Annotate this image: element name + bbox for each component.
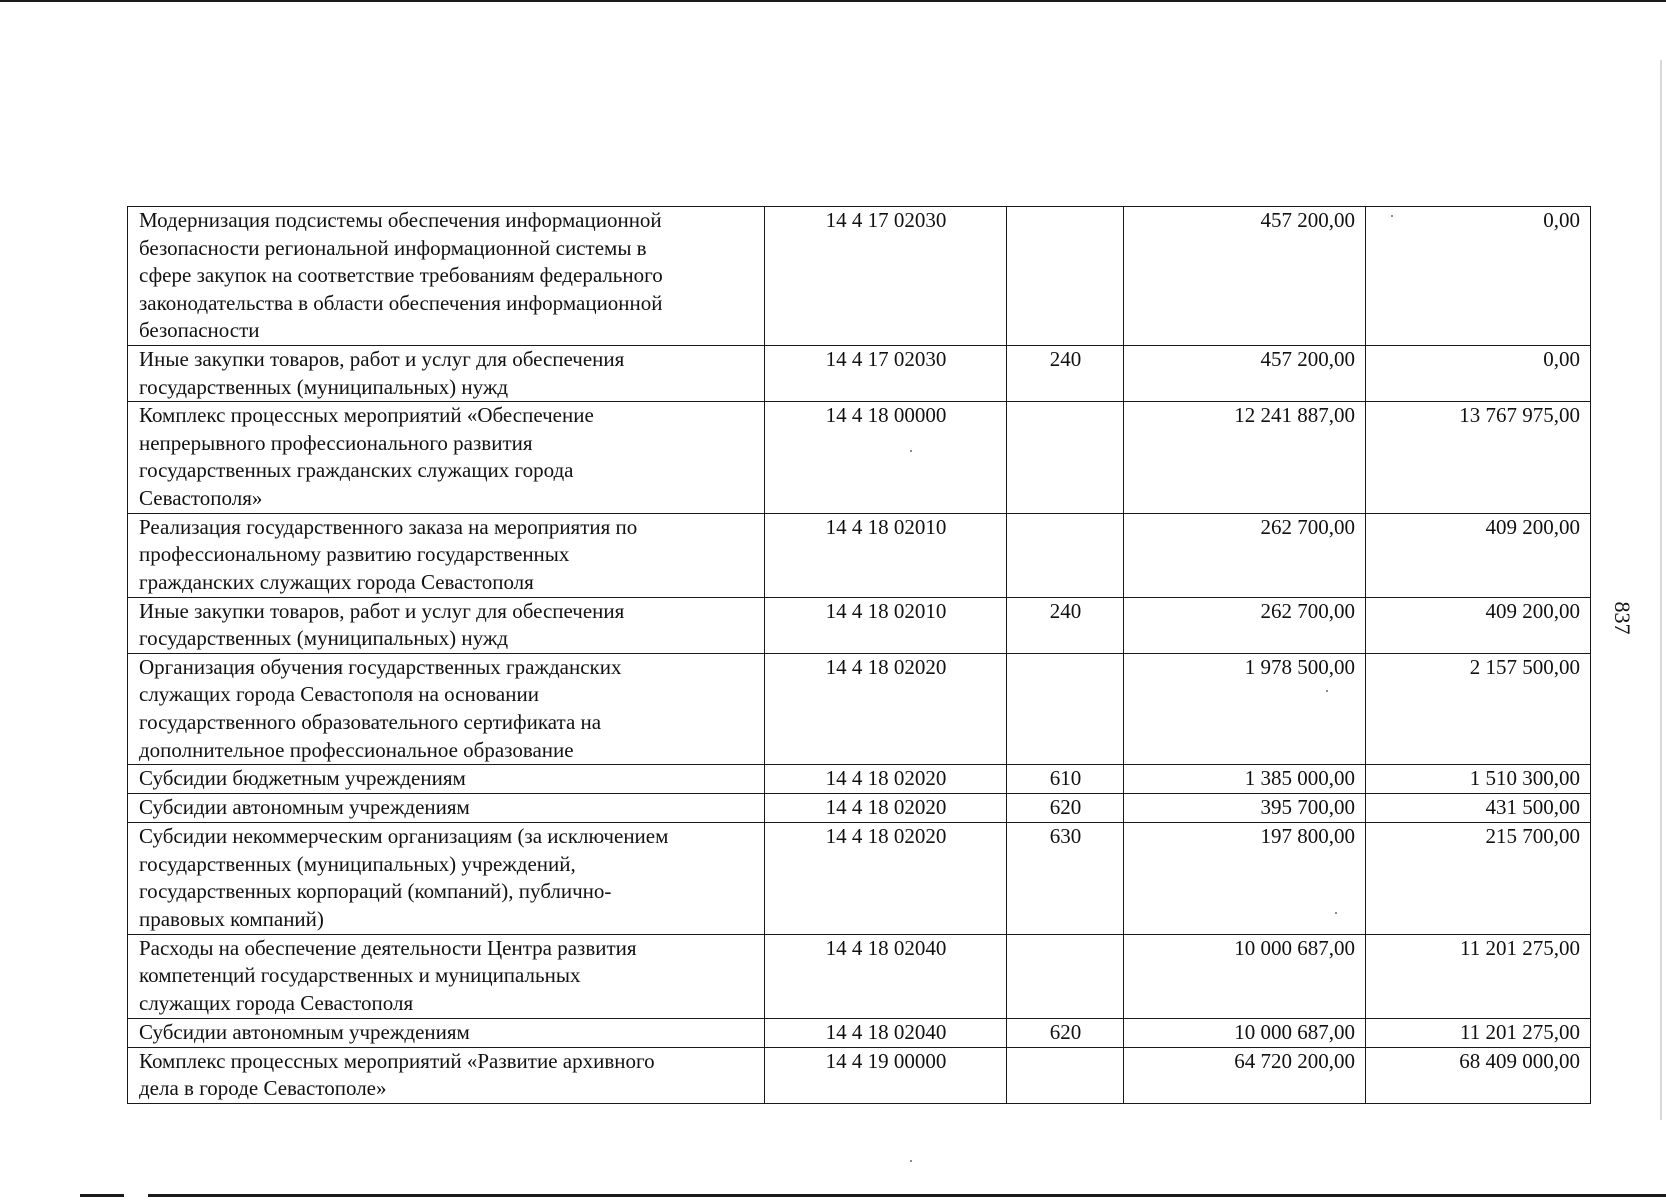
- table-row: [128, 1047, 1591, 1103]
- cell-code: 14 4 18 02040: [765, 1018, 1007, 1047]
- cell-code: 14 4 19 00000: [765, 1047, 1007, 1103]
- cell-code: 14 4 18 02020: [765, 765, 1007, 794]
- scan-speck: [1326, 690, 1328, 692]
- cell-name: Субсидии автономным учреждениям: [128, 1018, 765, 1047]
- cell-code: 14 4 17 02030: [765, 207, 1007, 346]
- cell-expense-type: 240: [1007, 597, 1124, 653]
- cell-year1-amount: 12 241 887,00: [1124, 402, 1366, 513]
- cell-code: 14 4 18 02010: [765, 513, 1007, 597]
- cell-expense-type: [1007, 653, 1124, 764]
- cell-expense-type: [1007, 207, 1124, 346]
- cell-name: Организация обучения государственных гражданских служащих города Севастополя на основании государственного образовательного сертификата на дополнительное профессиональное образование: [128, 653, 765, 764]
- cell-name: Субсидии некоммерческим организациям (за исключением государственных (муниципальных) учреждений, государственных корпораций (компаний), публично- правовых компаний): [128, 823, 765, 934]
- cell-expense-type: [1007, 934, 1124, 1018]
- cell-expense-type: 620: [1007, 1018, 1124, 1047]
- cell-year1-amount: 395 700,00: [1124, 794, 1366, 823]
- cell-code: 14 4 18 02020: [765, 823, 1007, 934]
- cell-code: 14 4 18 02010: [765, 597, 1007, 653]
- cell-name: Иные закупки товаров, работ и услуг для обеспечения государственных (муниципальных) нужд: [128, 597, 765, 653]
- scan-speck: [910, 1160, 912, 1162]
- table-row: [128, 207, 1591, 346]
- cell-year1-amount: 457 200,00: [1124, 207, 1366, 346]
- budget-table: [127, 206, 1591, 1104]
- cell-year1-amount: 262 700,00: [1124, 597, 1366, 653]
- cell-year2-amount: 11 201 275,00: [1366, 934, 1591, 1018]
- cell-year1-amount: 262 700,00: [1124, 513, 1366, 597]
- cell-year1-amount: 10 000 687,00: [1124, 1018, 1366, 1047]
- table-row: [128, 597, 1591, 653]
- cell-year1-amount: 457 200,00: [1124, 346, 1366, 402]
- scan-edge-bottom: [148, 1194, 1666, 1197]
- scan-speck: [910, 450, 912, 452]
- cell-name: Реализация государственного заказа на мероприятия по профессиональному развитию государственных гражданских служащих города Севастополя: [128, 513, 765, 597]
- scan-speck: [1335, 912, 1337, 914]
- cell-year1-amount: 1 978 500,00: [1124, 653, 1366, 764]
- table-row: [128, 513, 1591, 597]
- table-row: [128, 794, 1591, 823]
- cell-year2-amount: 11 201 275,00: [1366, 1018, 1591, 1047]
- cell-year2-amount: 409 200,00: [1366, 513, 1591, 597]
- table-row: [128, 823, 1591, 934]
- scan-edge-top: [0, 0, 1666, 2]
- cell-year1-amount: 64 720 200,00: [1124, 1047, 1366, 1103]
- cell-expense-type: 240: [1007, 346, 1124, 402]
- cell-name: Комплекс процессных мероприятий «Развитие архивного дела в городе Севастополе»: [128, 1047, 765, 1103]
- cell-code: 14 4 17 02030: [765, 346, 1007, 402]
- table-row: [128, 653, 1591, 764]
- cell-name: Субсидии бюджетным учреждениям: [128, 765, 765, 794]
- cell-name: Модернизация подсистемы обеспечения информационной безопасности региональной информационной системы в сфере закупок на соответствие требованиям федерального законодательства в области обеспечения информационной безопасности: [128, 207, 765, 346]
- table-row: [128, 934, 1591, 1018]
- cell-code: 14 4 18 02020: [765, 794, 1007, 823]
- cell-expense-type: [1007, 513, 1124, 597]
- cell-expense-type: [1007, 402, 1124, 513]
- cell-code: 14 4 18 00000: [765, 402, 1007, 513]
- table-row: [128, 1018, 1591, 1047]
- cell-year2-amount: 1 510 300,00: [1366, 765, 1591, 794]
- budget-table-body: [128, 207, 1591, 1104]
- table-row: [128, 765, 1591, 794]
- table-row: [128, 346, 1591, 402]
- cell-year2-amount: 0,00: [1366, 346, 1591, 402]
- cell-expense-type: 620: [1007, 794, 1124, 823]
- cell-expense-type: [1007, 1047, 1124, 1103]
- cell-year2-amount: 68 409 000,00: [1366, 1047, 1591, 1103]
- cell-year2-amount: 0,00: [1366, 207, 1591, 346]
- cell-expense-type: 610: [1007, 765, 1124, 794]
- page-number: 837: [1610, 601, 1635, 635]
- cell-code: 14 4 18 02040: [765, 934, 1007, 1018]
- cell-year1-amount: 10 000 687,00: [1124, 934, 1366, 1018]
- scan-speck: [1391, 215, 1393, 217]
- cell-year2-amount: 215 700,00: [1366, 823, 1591, 934]
- cell-year2-amount: 409 200,00: [1366, 597, 1591, 653]
- cell-name: Расходы на обеспечение деятельности Центра развития компетенций государственных и муниципальных служащих города Севастополя: [128, 934, 765, 1018]
- scan-edge-right: [1660, 60, 1662, 1120]
- scan-edge-bottom-left: [80, 1194, 124, 1197]
- cell-year2-amount: 431 500,00: [1366, 794, 1591, 823]
- cell-name: Комплекс процессных мероприятий «Обеспечение непрерывного профессионального развития государственных гражданских служащих города Севастополя»: [128, 402, 765, 513]
- cell-expense-type: 630: [1007, 823, 1124, 934]
- cell-year1-amount: 1 385 000,00: [1124, 765, 1366, 794]
- cell-year2-amount: 13 767 975,00: [1366, 402, 1591, 513]
- table-row: [128, 402, 1591, 513]
- cell-year2-amount: 2 157 500,00: [1366, 653, 1591, 764]
- cell-code: 14 4 18 02020: [765, 653, 1007, 764]
- cell-name: Субсидии автономным учреждениям: [128, 794, 765, 823]
- cell-name: Иные закупки товаров, работ и услуг для обеспечения государственных (муниципальных) нужд: [128, 346, 765, 402]
- cell-year1-amount: 197 800,00: [1124, 823, 1366, 934]
